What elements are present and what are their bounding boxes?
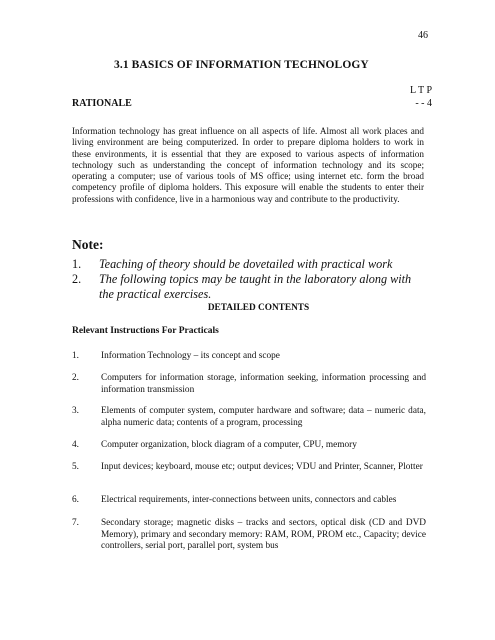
list-item-number: 4.: [72, 440, 79, 450]
list-item-number: 2.: [72, 373, 79, 383]
list-item: [72, 373, 426, 396]
list-item-text: Input devices; keyboard, mouse etc; output devices; VDU and Printer, Scanner, Plotter: [101, 462, 423, 472]
detailed-contents-heading: DETAILED CONTENTS: [207, 303, 310, 313]
list-item: [72, 462, 426, 474]
list-item-text: Information Technology – its concept and scope: [101, 351, 280, 361]
list-item-number: 6.: [72, 495, 79, 505]
list-item-number: 3.: [72, 406, 79, 416]
note-item-text: The following topics may be taught in the laboratory along with the practical exercises.: [99, 272, 412, 301]
list-item-text: Elements of computer system, computer hardware and software; data – numeric data, alpha numeric data; contents of a program, processing: [101, 406, 426, 428]
rationale-paragraph: Information technology has great influence on all aspects of life. Almost all work places and living environment are being computerized. In order to prepare diploma holders to work in these environments, it is essential that they are exposed to various aspects of information technology such as understanding the concept of information technology and its scope; operating a computer; use of various tools of MS office; using internet etc. form the broad competency profile of diploma holders. This exposure will enable the students to enter their professions with confidence, live in a harmonious way and contribute to the productivity.: [72, 126, 424, 204]
list-item: [72, 351, 426, 363]
list-item-number: 5.: [72, 462, 79, 472]
list-item-number: 1.: [72, 351, 79, 361]
list-item-text: Computers for information storage, information seeking, information processing and information transmission: [101, 373, 426, 395]
list-item-text: Secondary storage; magnetic disks – tracks and sectors, optical disk (CD and DVD Memory), primary and secondary memory: RAM, ROM, PROM etc., Capacity; device controllers, serial port, parallel port, system bus: [101, 518, 426, 552]
page-title: 3.1 BASICS OF INFORMATION TECHNOLOGY: [114, 59, 369, 71]
list-item-text: Electrical requirements, inter-connections between units, connectors and cables: [101, 495, 397, 505]
list-item-number: 7.: [72, 518, 79, 528]
ltp-table: [410, 84, 432, 110]
note-item-number: 1.: [72, 257, 82, 271]
note-item-number: 2.: [72, 272, 82, 287]
list-item: [72, 518, 426, 553]
list-item: [72, 440, 426, 452]
page-number: 46: [418, 30, 428, 41]
relevant-instructions-heading: Relevant Instructions For Practicals: [72, 326, 219, 336]
ltp-header: L T P: [409, 85, 432, 96]
note-list: [72, 257, 427, 302]
note-item: [72, 272, 427, 301]
note-item-text: Teaching of theory should be dovetailed with practical work: [99, 257, 393, 271]
note-heading: Note:: [72, 237, 104, 252]
list-item-text: Computer organization, block diagram of a computer, CPU, memory: [101, 440, 357, 450]
ltp-values: - - 4: [415, 98, 432, 109]
rationale-heading: RATIONALE: [72, 98, 132, 109]
list-item: [72, 406, 426, 429]
note-item: [72, 257, 427, 271]
list-item: [72, 495, 426, 507]
